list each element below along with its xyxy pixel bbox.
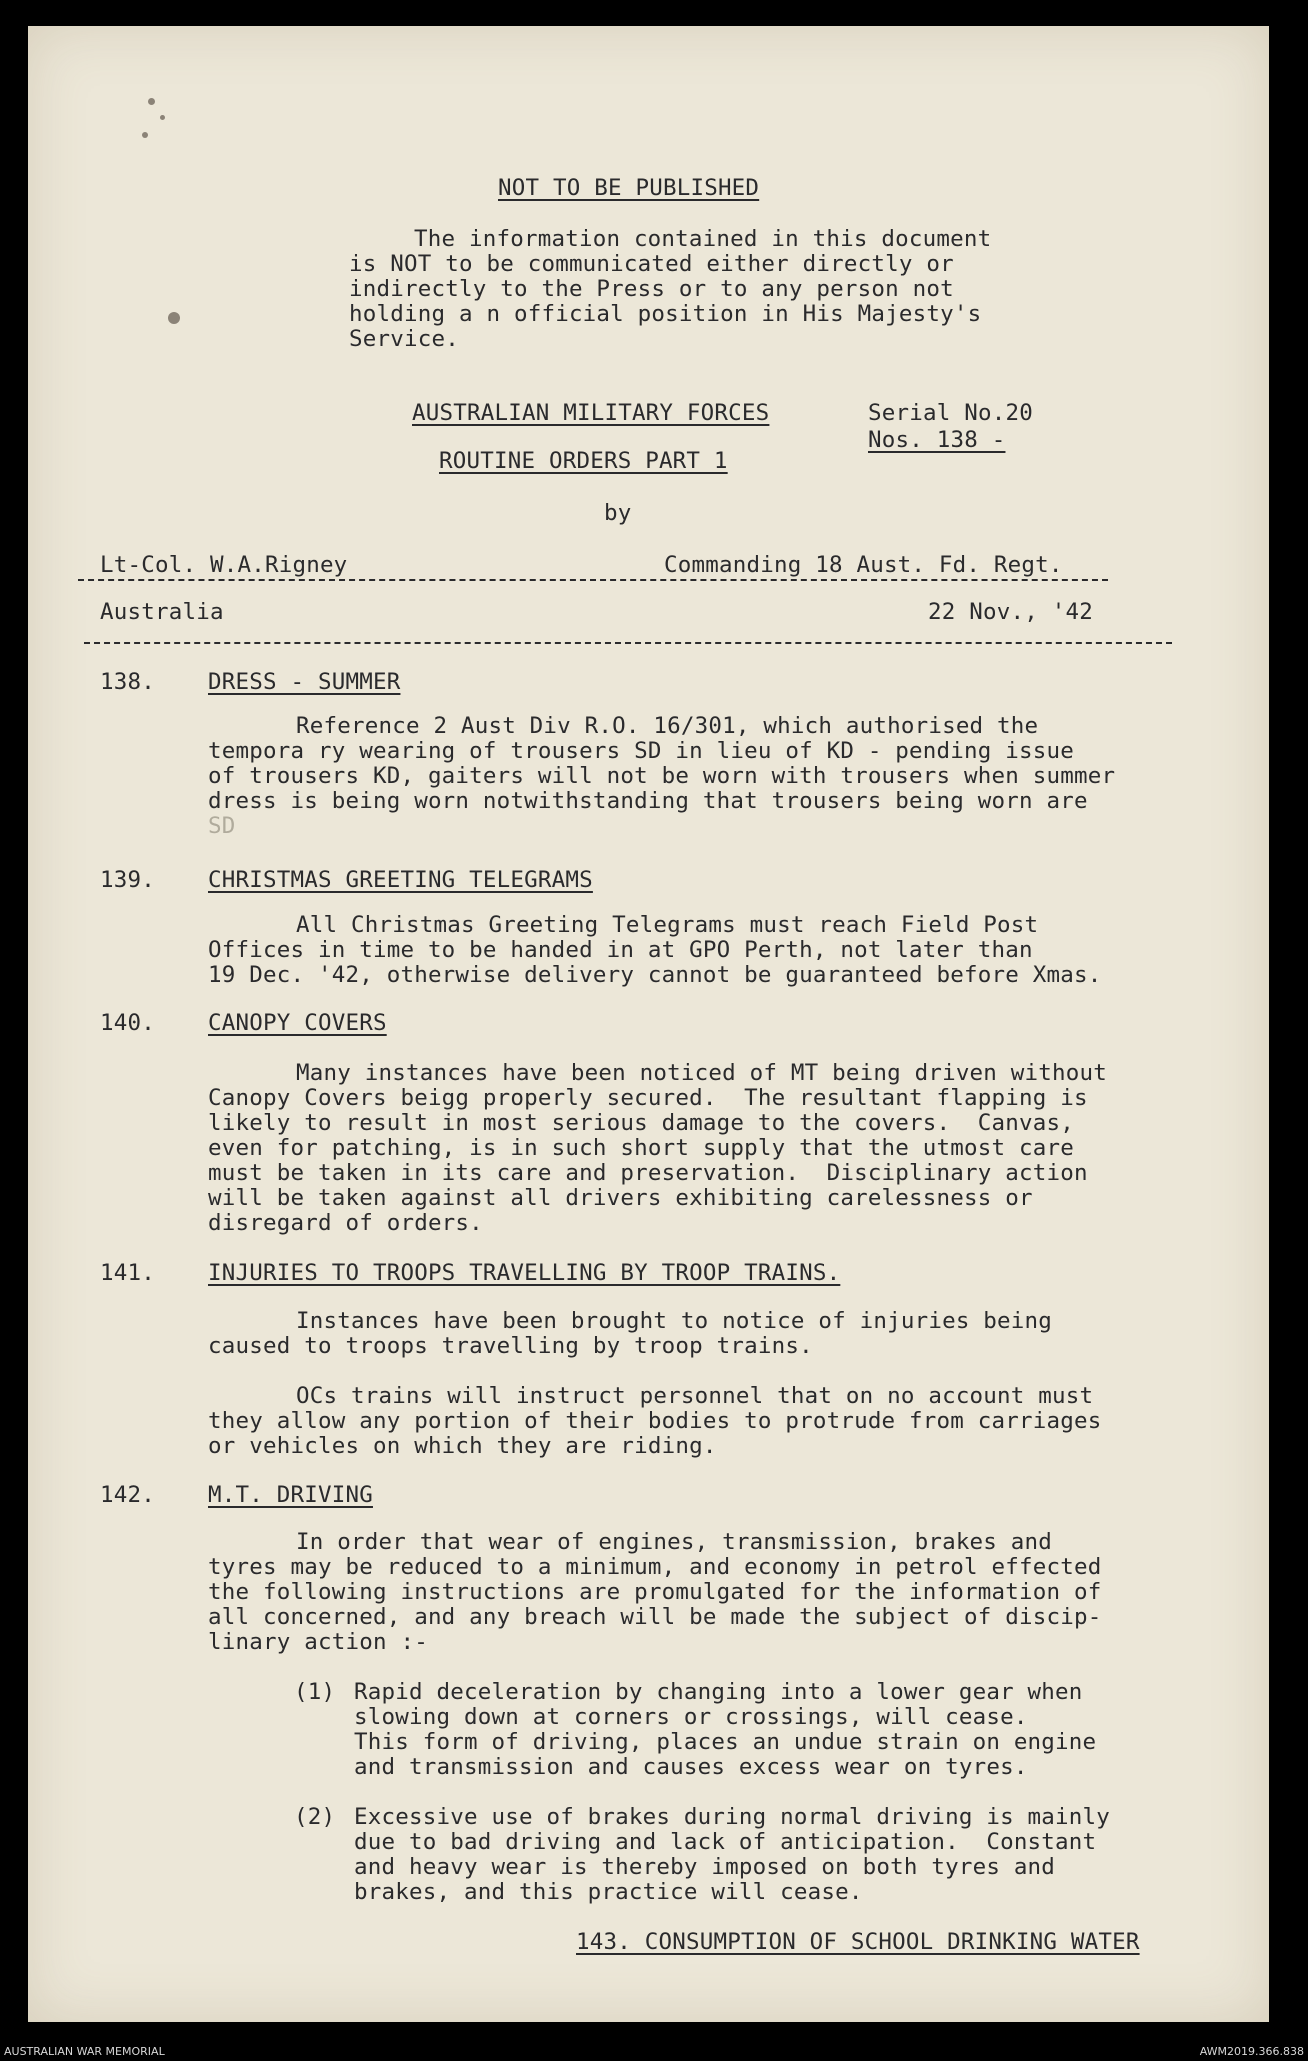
notice-line: holding a n official position in His Majesty's [349, 301, 982, 327]
order-text-line: OCs trains will instruct personnel that on no account must [296, 1383, 1094, 1409]
continuation-heading: 143. CONSUMPTION OF SCHOOL DRINKING WATER [576, 1929, 1140, 1955]
org-name: AUSTRALIAN MILITARY FORCES [412, 400, 770, 426]
place: Australia [100, 599, 224, 625]
doc-subtitle: ROUTINE ORDERS PART 1 [439, 448, 728, 474]
signature-rule [78, 579, 1108, 581]
item-text-line: and transmission and causes excess wear on tyres. [354, 1754, 1028, 1780]
item-text-line: Rapid deceleration by changing into a lower gear when [354, 1679, 1083, 1705]
order-text-line: all concerned, and any breach will be made the subject of discip- [208, 1604, 1102, 1630]
order-number: 142. [100, 1482, 155, 1508]
order-heading: CHRISTMAS GREETING TELEGRAMS [208, 867, 593, 893]
item-text-line: brakes, and this practice will cease. [354, 1879, 863, 1905]
item-label: (2) [294, 1804, 336, 1830]
by-line: by [604, 500, 632, 526]
order-heading: DRESS - SUMMER [208, 669, 401, 695]
order-text-line: or vehicles on which they are riding. [208, 1433, 717, 1459]
order-text-line: likely to result in most serious damage to the covers. Canvas, [208, 1110, 1075, 1136]
order-text-line: disregard of orders. [208, 1210, 483, 1236]
order-text-line: Offices in time to be handed in at GPO Perth, not later than [208, 937, 1033, 963]
order-number: 139. [100, 867, 155, 893]
order-number: 140. [100, 1010, 155, 1036]
notice-line: Service. [349, 326, 459, 352]
order-text-line: In order that wear of engines, transmission, brakes and [296, 1529, 1053, 1555]
order-text-line: tempora ry wearing of trousers SD in lieu of KD - pending issue [208, 738, 1075, 764]
order-text-line: Instances have been brought to notice of injuries being [296, 1308, 1053, 1334]
notice-line: indirectly to the Press or to any person not [349, 276, 954, 302]
ink-smudge [168, 312, 180, 324]
order-text-line: 19 Dec. '42, otherwise delivery cannot be guaranteed before Xmas. [208, 962, 1102, 988]
order-text-line: must be taken in its care and preservation. Disciplinary action [208, 1160, 1088, 1186]
officer-name: Lt-Col. W.A.Rigney [100, 552, 348, 578]
order-text-line: even for patching, is in such short supply that the utmost care [208, 1135, 1075, 1161]
order-heading: INJURIES TO TROOPS TRAVELLING BY TROOP TRAINS. [208, 1260, 841, 1286]
order-text-line: dress is being worn notwithstanding that trousers being worn are [208, 788, 1088, 814]
footer-accession: AWM2019.366.838 [1199, 2045, 1304, 2058]
ink-smudge [160, 115, 165, 120]
header-rule [84, 642, 1172, 644]
command-line: Commanding 18 Aust. Fd. Regt. [664, 552, 1063, 578]
footer-credit: AUSTRALIAN WAR MEMORIAL [4, 2045, 165, 2058]
notice-line: is NOT to be communicated either directly or [349, 251, 954, 277]
ink-smudge [148, 98, 155, 105]
order-text-line: will be taken against all drivers exhibiting carelessness or [208, 1185, 1033, 1211]
order-text-line: linary action :- [208, 1629, 428, 1655]
item-label: (1) [294, 1679, 336, 1705]
order-text-line: of trousers KD, gaiters will not be worn with trousers when summer [208, 763, 1116, 789]
order-text-line: tyres may be reduced to a minimum, and economy in petrol effected [208, 1554, 1102, 1580]
ink-smudge [142, 132, 148, 138]
order-text-line: the following instructions are promulgated for the information of [208, 1579, 1102, 1605]
item-text-line: This form of driving, places an undue strain on engine [354, 1729, 1097, 1755]
item-text-line: due to bad driving and lack of anticipation. Constant [354, 1829, 1097, 1855]
notice-line: The information contained in this document [414, 226, 992, 252]
order-text-line: Reference 2 Aust Div R.O. 16/301, which authorised the [296, 713, 1039, 739]
order-text-line: All Christmas Greeting Telegrams must reach Field Post [296, 912, 1039, 938]
order-number: 141. [100, 1260, 155, 1286]
item-text-line: and heavy wear is thereby imposed on both tyres and [354, 1854, 1056, 1880]
date: 22 Nov., '42 [928, 599, 1093, 625]
order-text-line: caused to troops travelling by troop trains. [208, 1333, 813, 1359]
order-text-line: they allow any portion of their bodies to protrude from carriages [208, 1408, 1102, 1434]
order-numbers: Nos. 138 - [868, 427, 1006, 453]
order-number: 138. [100, 669, 155, 695]
serial-number: Serial No.20 [868, 400, 1033, 426]
order-heading: M.T. DRIVING [208, 1482, 373, 1508]
item-text-line: Excessive use of brakes during normal driving is mainly [354, 1804, 1111, 1830]
order-text-line: Many instances have been noticed of MT being driven without [296, 1060, 1108, 1086]
order-text-line: SD [208, 813, 236, 839]
doc-title: NOT TO BE PUBLISHED [498, 175, 760, 201]
order-heading: CANOPY COVERS [208, 1010, 387, 1036]
item-text-line: slowing down at corners or crossings, will cease. [354, 1704, 1028, 1730]
order-text-line: Canopy Covers beigg properly secured. The resultant flapping is [208, 1085, 1088, 1111]
